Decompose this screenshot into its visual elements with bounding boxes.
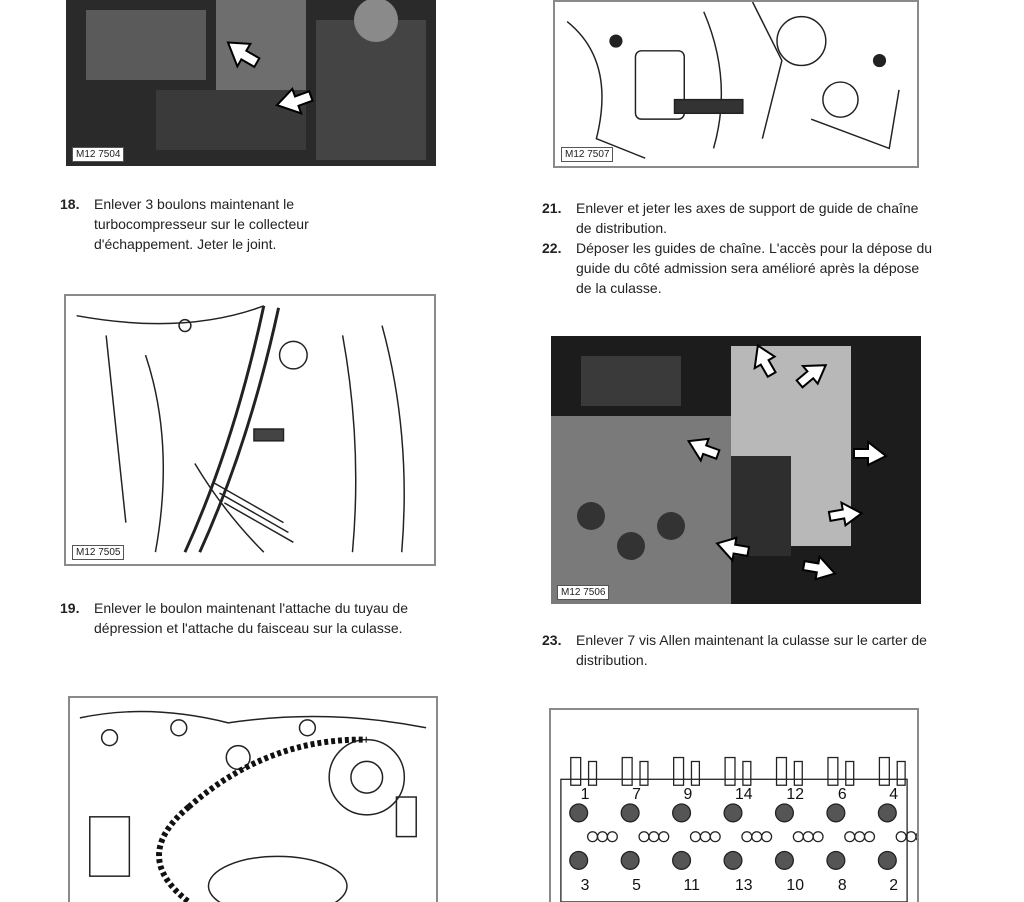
step-number: 22. bbox=[542, 240, 562, 256]
cam-journal bbox=[700, 832, 710, 842]
bolt-top bbox=[621, 804, 639, 822]
bolt-top bbox=[724, 804, 742, 822]
figure-timing-chain bbox=[68, 696, 438, 902]
cam-journal bbox=[855, 832, 865, 842]
engine-photo-7504 bbox=[66, 0, 436, 166]
valve-column bbox=[674, 758, 684, 786]
bolt-top bbox=[776, 804, 794, 822]
bolt-number-label: 10 bbox=[786, 877, 805, 895]
figure-reference: M12 7505 bbox=[72, 545, 124, 560]
bolt-sequence-drawing bbox=[551, 710, 917, 902]
step-number: 23. bbox=[542, 632, 562, 648]
bolt-number-label: 12 bbox=[786, 786, 805, 804]
bolt-top bbox=[878, 804, 896, 822]
cam-journal bbox=[803, 832, 813, 842]
valve-column bbox=[794, 761, 802, 785]
bolt-number-label: 7 bbox=[632, 786, 641, 804]
cam-journal bbox=[639, 832, 649, 842]
cam-journal bbox=[813, 832, 823, 842]
cam-journal bbox=[607, 832, 617, 842]
bolt-number-label: 4 bbox=[889, 786, 899, 804]
cam-journal bbox=[742, 832, 752, 842]
figure-reference: M12 7507 bbox=[561, 147, 613, 162]
valve-column bbox=[589, 761, 597, 785]
cam-journal bbox=[690, 832, 700, 842]
cam-journal bbox=[865, 832, 875, 842]
bolt-number-label: 11 bbox=[683, 877, 700, 895]
cam-journal bbox=[752, 832, 762, 842]
step-number: 18. bbox=[60, 196, 80, 212]
figure-m12-7505 bbox=[64, 294, 436, 566]
cam-journal bbox=[659, 832, 669, 842]
bolt-number-label: 3 bbox=[580, 877, 590, 895]
cam-journal bbox=[710, 832, 720, 842]
cylinder-head-photo-7506 bbox=[551, 336, 921, 604]
bolt-top bbox=[827, 804, 845, 822]
figure-reference: M12 7504 bbox=[72, 147, 124, 162]
bolt-number-label: 2 bbox=[889, 877, 899, 895]
cam-journal bbox=[649, 832, 659, 842]
valve-column bbox=[622, 758, 632, 786]
figure-m12-7507 bbox=[553, 0, 919, 168]
figure-m12-7506 bbox=[551, 336, 921, 604]
figure-reference: M12 7506 bbox=[557, 585, 609, 600]
valve-column bbox=[743, 761, 751, 785]
cam-journal bbox=[793, 832, 803, 842]
bolt-bottom bbox=[878, 852, 896, 870]
valve-column bbox=[777, 758, 787, 786]
bolt-bottom bbox=[621, 852, 639, 870]
bolt-bottom bbox=[570, 852, 588, 870]
cam-journal bbox=[588, 832, 598, 842]
cam-journal bbox=[597, 832, 607, 842]
bolt-number-label: 5 bbox=[632, 877, 641, 895]
step-text: Enlever et jeter les axes de support de guide de chaîne de distribution. bbox=[576, 200, 919, 236]
bolt-bottom bbox=[673, 852, 691, 870]
bolt-number-label: 6 bbox=[837, 786, 847, 804]
timing-chain-drawing bbox=[70, 698, 436, 902]
step-text: Enlever 7 vis Allen maintenant la culasse sur le carter de distribution. bbox=[576, 632, 927, 668]
step-text: Déposer les guides de chaîne. L'accès pour la dépose du guide du côté admission sera amélioré après la dépose de la culasse. bbox=[576, 240, 933, 296]
step-text: Enlever le boulon maintenant l'attache du tuyau de dépression et l'attache du faisceau sur la culasse. bbox=[94, 600, 409, 636]
valve-column bbox=[879, 758, 889, 786]
bolt-bottom bbox=[827, 852, 845, 870]
valve-column bbox=[846, 761, 854, 785]
bolt-top bbox=[673, 804, 691, 822]
bolt-number-label: 13 bbox=[734, 877, 753, 895]
step-number: 21. bbox=[542, 200, 562, 216]
valve-column bbox=[571, 758, 581, 786]
vacuum-pipe-drawing-7505 bbox=[66, 296, 434, 564]
cam-journal bbox=[762, 832, 772, 842]
step-text: Enlever 3 boulons maintenant le turbocompresseur sur le collecteur d'échappement. Jeter le joint. bbox=[94, 196, 309, 252]
bolt-number-label: 14 bbox=[734, 786, 753, 804]
chain-guide-drawing-7507 bbox=[555, 2, 917, 166]
bolt-bottom bbox=[776, 852, 794, 870]
bolt-number-label: 1 bbox=[580, 786, 590, 804]
valve-column bbox=[640, 761, 648, 785]
cam-journal bbox=[845, 832, 855, 842]
bolt-number-label: 8 bbox=[837, 877, 847, 895]
step-number: 19. bbox=[60, 600, 80, 616]
bolt-top bbox=[570, 804, 588, 822]
valve-column bbox=[897, 761, 905, 785]
valve-column bbox=[828, 758, 838, 786]
cam-journal bbox=[916, 832, 917, 842]
cam-journal bbox=[896, 832, 906, 842]
figure-bolt-sequence bbox=[549, 708, 919, 902]
bolt-bottom bbox=[724, 852, 742, 870]
valve-column bbox=[725, 758, 735, 786]
valve-column bbox=[691, 761, 699, 785]
bolt-number-label: 9 bbox=[683, 786, 693, 804]
figure-m12-7504 bbox=[66, 0, 436, 166]
